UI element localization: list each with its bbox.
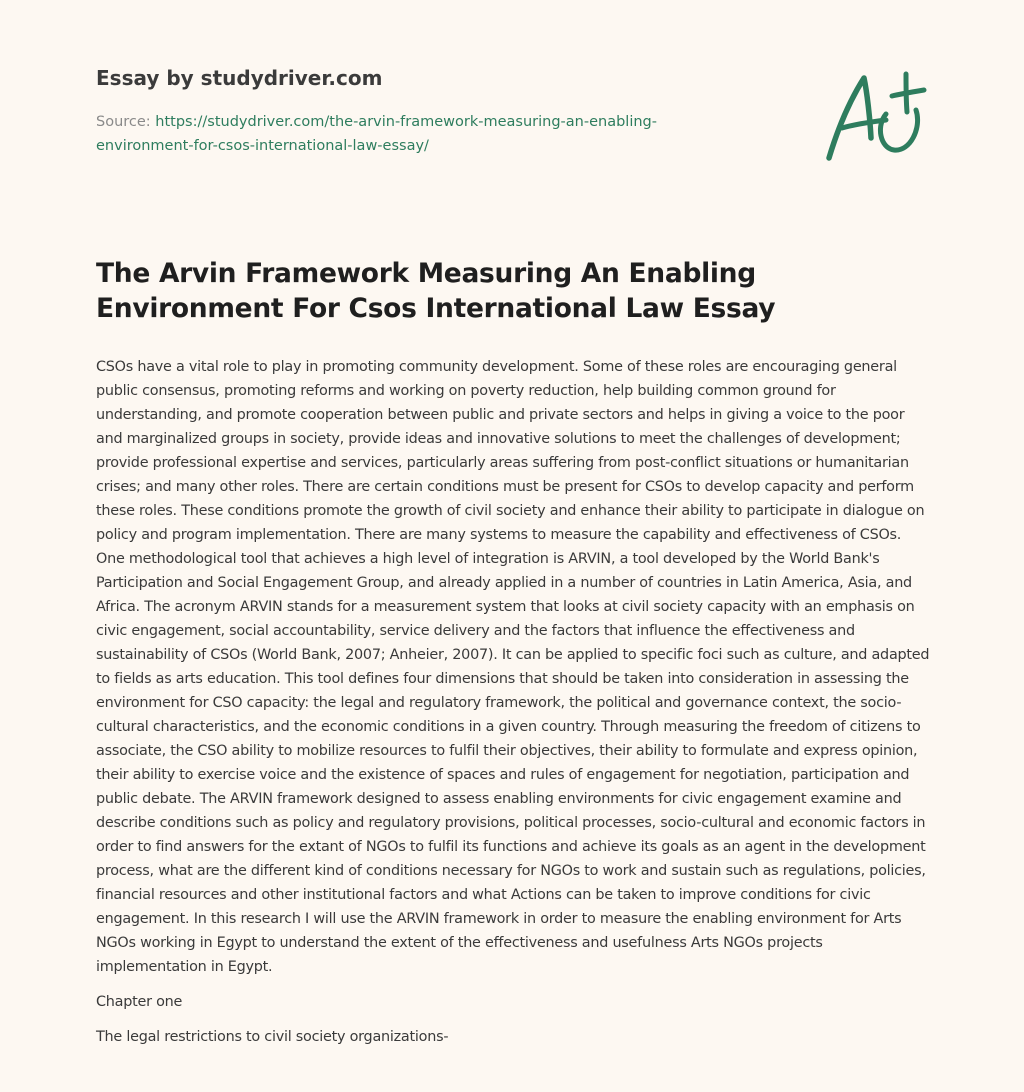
chapter-heading: Chapter one bbox=[96, 994, 183, 1010]
page-header bbox=[96, 64, 736, 158]
a-plus-grade-logo-icon bbox=[820, 66, 930, 166]
source-label: Source: bbox=[96, 114, 151, 130]
article-body bbox=[96, 355, 930, 1060]
paragraph: CSOs have a vital role to play in promoting community development. Some of these roles are encouraging general public consensus, promoting reforms and working on poverty reduction, help building common ground for understanding, and promote cooperation between public and private sectors and helps in giving a voice to the poor and marginalized groups in society, provide ideas and innovative solutions to meet the challenges of development; provide professional expertise and services, particularly areas suffering from post-conflict situations or humanitarian crises; and many other roles. There are certain conditions must be present for CSOs to develop capacity and perform these roles. These conditions promote the growth of civil society and enhance their ability to participate in dialogue on policy and program implementation. There are many systems to measure the capability and effectiveness of CSOs. One methodological tool that achieves a high level of integration is ARVIN, a tool developed by the World Bank's Participation and Social Engagement Group, and already applied in a number of countries in Latin America, Asia, and Africa. The acronym ARVIN stands for a measurement system that looks at civil society capacity with an emphasis on civic engagement, social accountability, service delivery and the factors that influence the effectiveness and sustainability of CSOs (World Bank, 2007; Anheier, 2007). It can be applied to specific foci such as culture, and adapted to fields as arts education. This tool defines four dimensions that should be taken into consideration in assessing the environment for CSO capacity: the legal and regulatory framework, the political and governance context, the socio-cultural characteristics, and the economic conditions in a given country. Through measuring the freedom of citizens to associate, the CSO ability to mobilize resources to fulfil their objectives, their ability to formulate and express opinion, their ability to exercise voice and the existence of spaces and rules of engagement for negotiation, participation and public debate. The ARVIN framework designed to assess enabling environments for civic engagement examine and describe conditions such as policy and regulatory provisions, political processes, socio-cultural and economic factors in order to find answers for the extant of NGOs to fulfil its functions and achieve its goals as an agent in the development process, what are the different kind of conditions necessary for NGOs to work and sustain such as regulations, policies, financial resources and other institutional factors and what Actions can be taken to improve conditions for civic engagement. In this research I will use the ARVIN framework in order to measure the enabling environment for Arts NGOs working in Egypt to understand the extent of the effectiveness and usefulness Arts NGOs projects implementation in Egypt. bbox=[96, 359, 930, 975]
brand-title: Essay by studydriver.com bbox=[96, 66, 383, 90]
source-link-line-2[interactable]: environment-for-csos-international-law-essay/ bbox=[96, 138, 429, 154]
source-link[interactable] bbox=[96, 114, 657, 154]
source-link-line-1[interactable]: https://studydriver.com/the-arvin-framework-measuring-an-enabling- bbox=[155, 114, 657, 130]
section-heading: The legal restrictions to civil society organizations- bbox=[96, 1029, 449, 1045]
article-title: The Arvin Framework Measuring An Enabling Environment For Csos International Law Essay bbox=[96, 258, 776, 324]
source-line bbox=[96, 110, 736, 158]
